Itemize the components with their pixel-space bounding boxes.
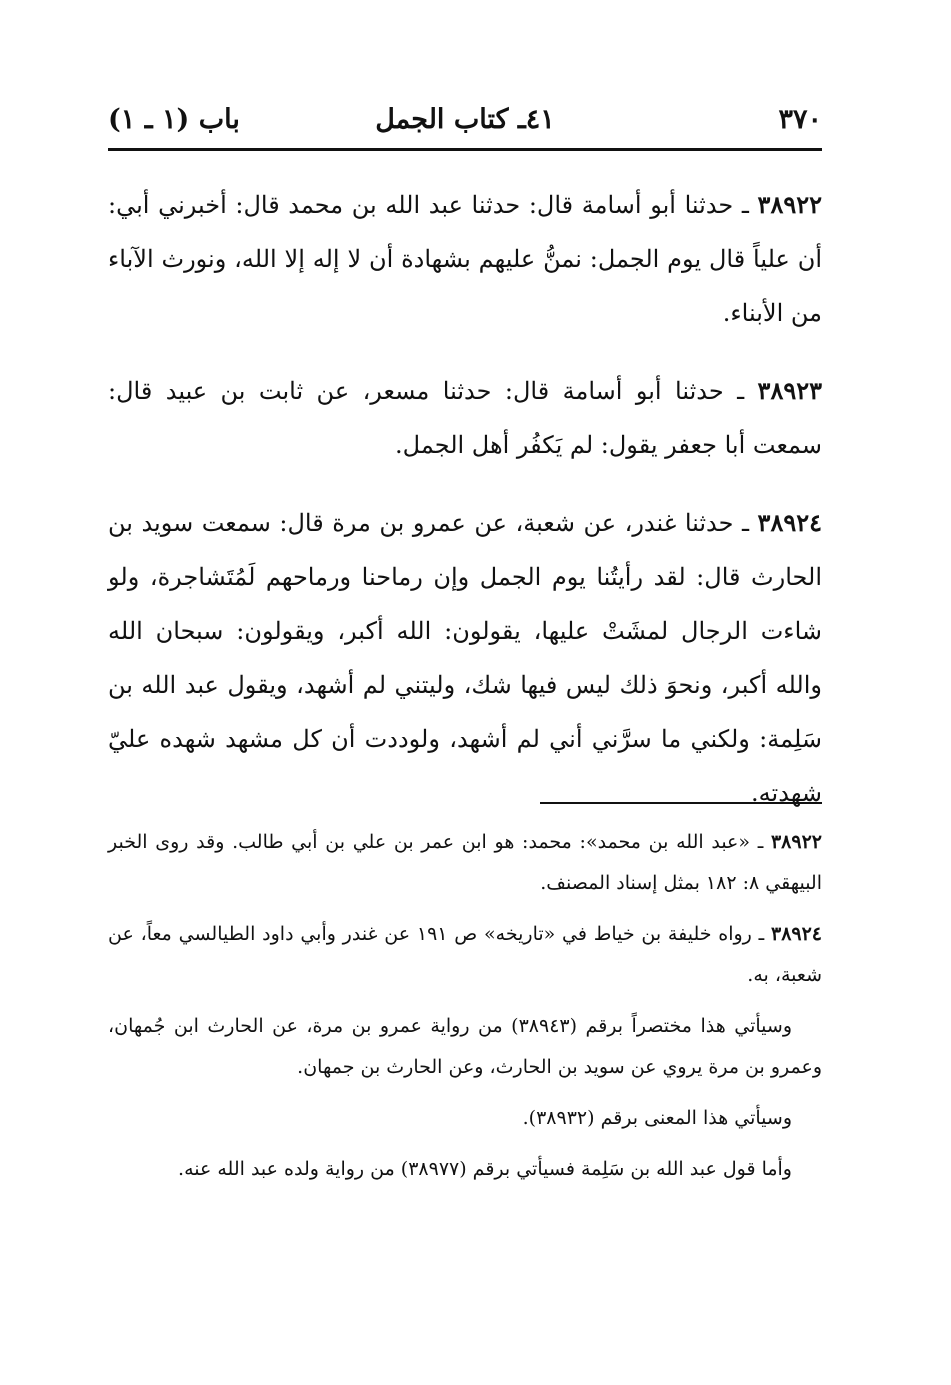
hadith-number: ٣٨٩٢٤	[757, 508, 822, 537]
footnote	[108, 914, 822, 996]
footnote	[108, 822, 822, 904]
hadith-text: ـ حدثنا أبو أسامة قال: حدثنا عبد الله بن محمد قال: أخبرني أبي: أن علياً قال يوم الجمل: نمنُّ عليهم بشهادة أن لا إله إلا الله، ونورث الآباء من الأبناء.	[108, 191, 822, 327]
footnote	[108, 1098, 822, 1139]
footnote	[108, 1006, 822, 1088]
page-number: ٣٧٠	[778, 104, 822, 135]
running-header	[108, 100, 822, 144]
hadith-entry	[108, 178, 822, 340]
footnote-number: ٣٨٩٢٤	[770, 923, 823, 945]
main-text	[108, 178, 822, 844]
footnote-separator	[540, 802, 822, 804]
footnote-text: وسيأتي هذا المعنى برقم (٣٨٩٣٢).	[522, 1107, 792, 1129]
footnote-text: وأما قول عبد الله بن سَلِمة فسيأتي برقم (٣٨٩٧٧) من رواية ولده عبد الله عنه.	[178, 1158, 792, 1180]
chapter-title: ٤١ـ كتاب الجمل	[375, 104, 555, 135]
footnote-text: ـ «عبد الله بن محمد»: محمد: هو ابن عمر بن علي بن أبي طالب. وقد روى الخبر البيهقي ٨: ١٨٢ بمثل إسناد المصنف.	[108, 831, 822, 894]
footnote-text: ـ رواه خليفة بن خياط في «تاريخه» ص ١٩١ عن غندر وأبي داود الطيالسي معاً، عن شعبة، به.	[108, 923, 822, 986]
hadith-text: ـ حدثنا غندر، عن شعبة، عن عمرو بن مرة قال: سمعت سويد بن الحارث قال: لقد رأيتُنا يوم الجمل وإن رماحنا ورماحهم لَمُتَشاجرة، ولو شاءت الرجال لمشَتْ عليها، يقولون: الله أكبر، ويقولون: سبحان الله والله أكبر، ونحوَ ذلك ليس فيها شك، وليتني لم أشهد، ويقول عبد الله بن سَلِمة: ولكني ما سرَّني أني لم أشهد، ولوددت أن كل مشهد شهده عليّ شهدته.	[108, 509, 822, 807]
hadith-entry	[108, 496, 822, 820]
section-label: باب (١ ـ ١)	[108, 104, 240, 135]
hadith-number: ٣٨٩٢٣	[757, 376, 822, 405]
hadith-entry	[108, 364, 822, 472]
footnote-number: ٣٨٩٢٢	[770, 831, 822, 853]
footnote	[108, 1149, 822, 1190]
footnote-text: وسيأتي هذا مختصراً برقم (٣٨٩٤٣) من رواية عمرو بن مرة، عن الحارث ابن جُمهان، وعمرو بن مرة يروي عن سويد بن الحارث، وعن الحارث بن جمهان.	[108, 1015, 822, 1078]
hadith-number: ٣٨٩٢٢	[757, 190, 822, 219]
hadith-text: ـ حدثنا أبو أسامة قال: حدثنا مسعر، عن ثابت بن عبيد قال: سمعت أبا جعفر يقول: لم يَكفُر أهل الجمل.	[108, 377, 822, 459]
header-rule	[108, 148, 822, 151]
footnotes	[108, 822, 822, 1200]
